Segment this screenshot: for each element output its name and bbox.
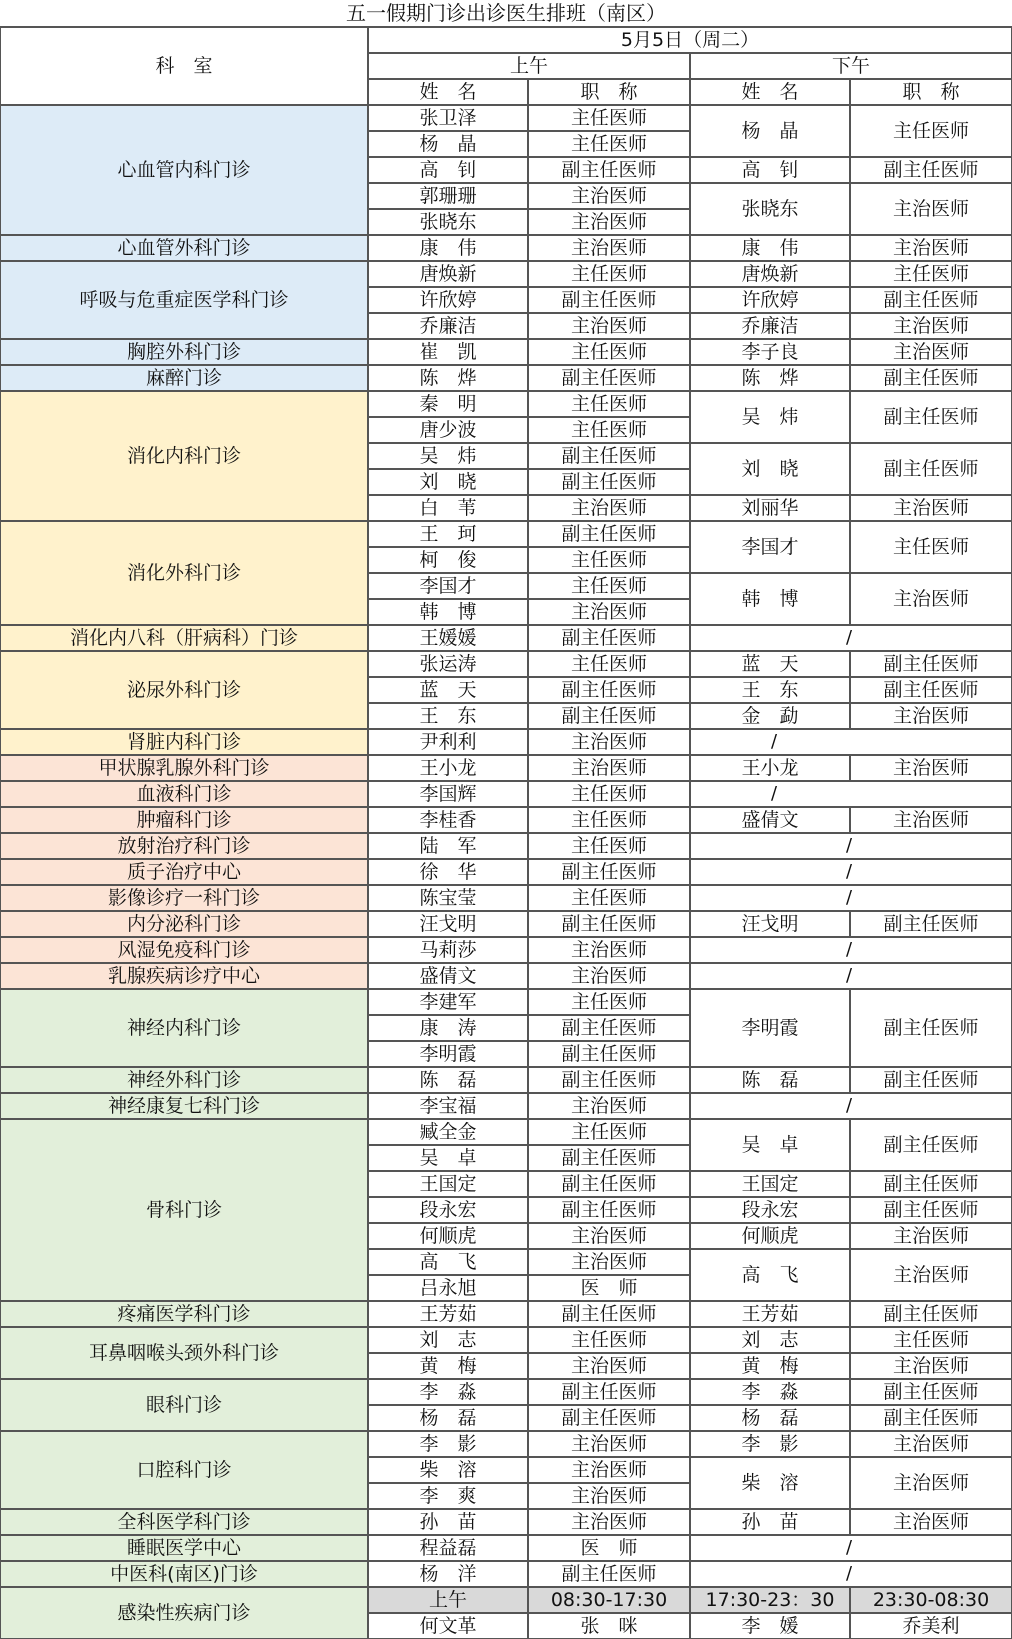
am-doctor-rank: 主治医师 xyxy=(528,1353,690,1379)
pm-doctor-name: 王国定 xyxy=(690,1171,850,1197)
dept-name: 甲状腺乳腺外科门诊 xyxy=(0,755,368,781)
am-doctor-rank: 主任医师 xyxy=(528,781,690,807)
pm-doctor-name: 许欣婷 xyxy=(690,287,850,313)
dept-name: 感染性疾病门诊 xyxy=(0,1587,368,1639)
am-doctor-rank: 副主任医师 xyxy=(528,157,690,183)
am-doctor-rank: 主治医师 xyxy=(528,209,690,235)
pm-doctor-name: 高 飞 xyxy=(690,1249,850,1301)
dept-name: 神经外科门诊 xyxy=(0,1067,368,1093)
am-doctor-rank: 副主任医师 xyxy=(528,625,690,651)
am-doctor-name: 王 东 xyxy=(368,703,528,729)
am-doctor-name: 杨 洋 xyxy=(368,1561,528,1587)
am-doctor-rank: 主治医师 xyxy=(528,1457,690,1483)
pm-slash: / xyxy=(690,781,1012,807)
am-doctor-name: 崔 凯 xyxy=(368,339,528,365)
am-doctor-name: 韩 博 xyxy=(368,599,528,625)
dept-header: 科 室 xyxy=(0,27,368,105)
pm-doctor-rank: 副主任医师 xyxy=(850,1405,1012,1431)
am-doctor-rank: 主任医师 xyxy=(528,989,690,1015)
pm-doctor-name: 韩 博 xyxy=(690,573,850,625)
am-doctor-rank: 副主任医师 xyxy=(528,521,690,547)
am-doctor-name: 柯 俊 xyxy=(368,547,528,573)
am-doctor-rank: 医 师 xyxy=(528,1535,690,1561)
pm-doctor-name: 刘丽华 xyxy=(690,495,850,521)
dept-name: 心血管内科门诊 xyxy=(0,105,368,235)
am-doctor-rank: 副主任医师 xyxy=(528,1379,690,1405)
am-doctor-rank: 副主任医师 xyxy=(528,703,690,729)
pm-doctor-name: 黄 梅 xyxy=(690,1353,850,1379)
am-doctor-rank: 副主任医师 xyxy=(528,469,690,495)
dept-name: 乳腺疾病诊疗中心 xyxy=(0,963,368,989)
am-doctor-name: 王 珂 xyxy=(368,521,528,547)
am-doctor-name: 张卫泽 xyxy=(368,105,528,131)
am-doctor-rank: 主治医师 xyxy=(528,1249,690,1275)
am-doctor-name: 许欣婷 xyxy=(368,287,528,313)
pm-doctor-name: 孙 苗 xyxy=(690,1509,850,1535)
am-doctor-rank: 副主任医师 xyxy=(528,1015,690,1041)
am-doctor-rank: 主任医师 xyxy=(528,339,690,365)
am-doctor-rank: 主治医师 xyxy=(528,729,690,755)
am-doctor-name: 刘 志 xyxy=(368,1327,528,1353)
pm-slash: / xyxy=(690,885,1012,911)
am-doctor-name: 吴 炜 xyxy=(368,443,528,469)
am-doctor-name: 陈 烨 xyxy=(368,365,528,391)
dept-name: 血液科门诊 xyxy=(0,781,368,807)
am-doctor-name: 李 影 xyxy=(368,1431,528,1457)
am-doctor-name: 尹利利 xyxy=(368,729,528,755)
am-doctor-rank: 主任医师 xyxy=(528,261,690,287)
pm-doctor-name: 张晓东 xyxy=(690,183,850,235)
am-doctor-name: 陆 军 xyxy=(368,833,528,859)
am-doctor-name: 李明霞 xyxy=(368,1041,528,1067)
am-doctor-rank: 主治医师 xyxy=(528,1431,690,1457)
pm-doctor-rank: 主治医师 xyxy=(850,235,1012,261)
am-doctor-rank: 主治医师 xyxy=(528,183,690,209)
shift-doctor: 李 媛 xyxy=(690,1613,850,1639)
dept-name: 眼科门诊 xyxy=(0,1379,368,1431)
am-doctor-name: 秦 明 xyxy=(368,391,528,417)
pm-doctor-name: 李 淼 xyxy=(690,1379,850,1405)
dept-name: 质子治疗中心 xyxy=(0,859,368,885)
am-doctor-name: 张晓东 xyxy=(368,209,528,235)
am-doctor-name: 康 涛 xyxy=(368,1015,528,1041)
pm-doctor-rank: 副主任医师 xyxy=(850,365,1012,391)
am-doctor-rank: 副主任医师 xyxy=(528,911,690,937)
am-doctor-rank: 副主任医师 xyxy=(528,287,690,313)
page-title: 五一假期门诊出诊医生排班（南区） xyxy=(0,0,1012,27)
am-doctor-name: 黄 梅 xyxy=(368,1353,528,1379)
am-doctor-name: 汪戈明 xyxy=(368,911,528,937)
am-doctor-name: 何顺虎 xyxy=(368,1223,528,1249)
am-rank-header: 职 称 xyxy=(528,79,690,105)
am-doctor-rank: 主任医师 xyxy=(528,807,690,833)
pm-doctor-name: 康 伟 xyxy=(690,235,850,261)
pm-doctor-rank: 副主任医师 xyxy=(850,157,1012,183)
am-doctor-name: 杨 晶 xyxy=(368,131,528,157)
am-doctor-name: 康 伟 xyxy=(368,235,528,261)
am-doctor-name: 吕永旭 xyxy=(368,1275,528,1301)
dept-name: 骨科门诊 xyxy=(0,1119,368,1301)
am-doctor-rank: 医 师 xyxy=(528,1275,690,1301)
am-doctor-name: 李桂香 xyxy=(368,807,528,833)
am-doctor-rank: 主治医师 xyxy=(528,235,690,261)
am-doctor-name: 高 钊 xyxy=(368,157,528,183)
am-doctor-name: 王国定 xyxy=(368,1171,528,1197)
pm-doctor-name: 杨 晶 xyxy=(690,105,850,157)
pm-doctor-rank: 副主任医师 xyxy=(850,989,1012,1067)
shift-doctor: 乔美利 xyxy=(850,1613,1012,1639)
pm-header: 下午 xyxy=(690,53,1012,79)
pm-slash: / xyxy=(690,963,1012,989)
dept-name: 影像诊疗一科门诊 xyxy=(0,885,368,911)
am-doctor-name: 李国辉 xyxy=(368,781,528,807)
am-doctor-rank: 主任医师 xyxy=(528,131,690,157)
dept-name: 肾脏内科门诊 xyxy=(0,729,368,755)
am-doctor-rank: 副主任医师 xyxy=(528,1197,690,1223)
am-doctor-rank: 主治医师 xyxy=(528,1509,690,1535)
pm-doctor-rank: 主治医师 xyxy=(850,313,1012,339)
pm-doctor-rank: 主治医师 xyxy=(850,755,1012,781)
pm-doctor-name: 汪戈明 xyxy=(690,911,850,937)
am-doctor-name: 王小龙 xyxy=(368,755,528,781)
pm-slash: / xyxy=(690,1535,1012,1561)
pm-doctor-name: 陈 磊 xyxy=(690,1067,850,1093)
shift-time: 08:30-17:30 xyxy=(528,1587,690,1613)
pm-doctor-rank: 副主任医师 xyxy=(850,1301,1012,1327)
dept-name: 麻醉门诊 xyxy=(0,365,368,391)
am-doctor-rank: 副主任医师 xyxy=(528,1041,690,1067)
pm-slash: / xyxy=(690,859,1012,885)
pm-doctor-rank: 主治医师 xyxy=(850,1431,1012,1457)
am-doctor-name: 李建军 xyxy=(368,989,528,1015)
am-doctor-rank: 主任医师 xyxy=(528,1119,690,1145)
am-doctor-rank: 副主任医师 xyxy=(528,1405,690,1431)
am-doctor-name: 唐焕新 xyxy=(368,261,528,287)
am-doctor-rank: 主任医师 xyxy=(528,547,690,573)
dept-name: 心血管外科门诊 xyxy=(0,235,368,261)
am-doctor-name: 程益磊 xyxy=(368,1535,528,1561)
pm-doctor-name: 段永宏 xyxy=(690,1197,850,1223)
shift-time: 17:30-23：30 xyxy=(690,1587,850,1613)
am-header: 上午 xyxy=(368,53,690,79)
pm-doctor-name: 乔廉洁 xyxy=(690,313,850,339)
pm-doctor-rank: 副主任医师 xyxy=(850,287,1012,313)
dept-name: 放射治疗科门诊 xyxy=(0,833,368,859)
am-doctor-rank: 主治医师 xyxy=(528,495,690,521)
pm-doctor-name: 王芳茹 xyxy=(690,1301,850,1327)
shift-doctor: 何文革 xyxy=(368,1613,528,1639)
am-doctor-name: 陈 磊 xyxy=(368,1067,528,1093)
am-doctor-rank: 主治医师 xyxy=(528,755,690,781)
pm-doctor-name: 陈 烨 xyxy=(690,365,850,391)
pm-name-header: 姓 名 xyxy=(690,79,850,105)
am-doctor-name: 王媛媛 xyxy=(368,625,528,651)
pm-doctor-rank: 副主任医师 xyxy=(850,651,1012,677)
pm-doctor-name: 李 影 xyxy=(690,1431,850,1457)
am-doctor-rank: 副主任医师 xyxy=(528,677,690,703)
am-doctor-name: 杨 磊 xyxy=(368,1405,528,1431)
pm-doctor-name: 刘 晓 xyxy=(690,443,850,495)
pm-doctor-rank: 副主任医师 xyxy=(850,391,1012,443)
pm-slash: / xyxy=(690,1561,1012,1587)
dept-name: 神经内科门诊 xyxy=(0,989,368,1067)
pm-doctor-name: 高 钊 xyxy=(690,157,850,183)
pm-doctor-rank: 主治医师 xyxy=(850,183,1012,235)
am-doctor-name: 臧全金 xyxy=(368,1119,528,1145)
dept-name: 疼痛医学科门诊 xyxy=(0,1301,368,1327)
pm-doctor-name: 李国才 xyxy=(690,521,850,573)
dept-name: 泌尿外科门诊 xyxy=(0,651,368,729)
am-doctor-rank: 主任医师 xyxy=(528,1327,690,1353)
am-doctor-rank: 副主任医师 xyxy=(528,1145,690,1171)
am-doctor-rank: 主任医师 xyxy=(528,651,690,677)
am-doctor-rank: 主治医师 xyxy=(528,1093,690,1119)
pm-doctor-rank: 副主任医师 xyxy=(850,1197,1012,1223)
dept-name: 耳鼻咽喉头颈外科门诊 xyxy=(0,1327,368,1379)
dept-name: 消化内八科（肝病科）门诊 xyxy=(0,625,368,651)
pm-doctor-name: 李明霞 xyxy=(690,989,850,1067)
am-doctor-name: 马莉莎 xyxy=(368,937,528,963)
am-doctor-rank: 主任医师 xyxy=(528,417,690,443)
am-doctor-name: 段永宏 xyxy=(368,1197,528,1223)
am-doctor-rank: 主治医师 xyxy=(528,599,690,625)
pm-slash: / xyxy=(690,729,1012,755)
am-doctor-name: 高 飞 xyxy=(368,1249,528,1275)
am-doctor-name: 李宝福 xyxy=(368,1093,528,1119)
pm-doctor-name: 唐焕新 xyxy=(690,261,850,287)
pm-doctor-rank: 主治医师 xyxy=(850,703,1012,729)
pm-doctor-rank: 主治医师 xyxy=(850,1509,1012,1535)
shift-time: 上午 xyxy=(368,1587,528,1613)
am-doctor-name: 刘 晓 xyxy=(368,469,528,495)
am-doctor-rank: 主治医师 xyxy=(528,1483,690,1509)
pm-doctor-name: 刘 志 xyxy=(690,1327,850,1353)
am-doctor-name: 柴 溶 xyxy=(368,1457,528,1483)
am-doctor-rank: 主治医师 xyxy=(528,1223,690,1249)
pm-doctor-rank: 主任医师 xyxy=(850,261,1012,287)
pm-slash: / xyxy=(690,833,1012,859)
pm-doctor-rank: 主治医师 xyxy=(850,1353,1012,1379)
am-doctor-rank: 副主任医师 xyxy=(528,1171,690,1197)
pm-doctor-name: 金 勐 xyxy=(690,703,850,729)
am-doctor-rank: 副主任医师 xyxy=(528,859,690,885)
shift-time: 23:30-08:30 xyxy=(850,1587,1012,1613)
pm-doctor-name: 蓝 天 xyxy=(690,651,850,677)
pm-doctor-rank: 主任医师 xyxy=(850,521,1012,573)
pm-doctor-name: 吴 卓 xyxy=(690,1119,850,1171)
pm-rank-header: 职 称 xyxy=(850,79,1012,105)
shift-doctor: 张 咪 xyxy=(528,1613,690,1639)
dept-name: 消化内科门诊 xyxy=(0,391,368,521)
dept-name: 风湿免疫科门诊 xyxy=(0,937,368,963)
pm-doctor-rank: 副主任医师 xyxy=(850,1171,1012,1197)
am-doctor-name: 徐 华 xyxy=(368,859,528,885)
am-doctor-name: 李 爽 xyxy=(368,1483,528,1509)
dept-name: 全科医学科门诊 xyxy=(0,1509,368,1535)
am-doctor-rank: 主治医师 xyxy=(528,937,690,963)
pm-doctor-name: 何顺虎 xyxy=(690,1223,850,1249)
pm-doctor-name: 杨 磊 xyxy=(690,1405,850,1431)
dept-name: 口腔科门诊 xyxy=(0,1431,368,1509)
pm-doctor-name: 王 东 xyxy=(690,677,850,703)
dept-name: 神经康复七科门诊 xyxy=(0,1093,368,1119)
am-doctor-rank: 副主任医师 xyxy=(528,1561,690,1587)
am-doctor-rank: 主任医师 xyxy=(528,833,690,859)
dept-name: 睡眠医学中心 xyxy=(0,1535,368,1561)
pm-doctor-rank: 主任医师 xyxy=(850,1327,1012,1353)
date-header: 5月5日（周二） xyxy=(368,27,1012,53)
pm-doctor-name: 盛倩文 xyxy=(690,807,850,833)
dept-name: 呼吸与危重症医学科门诊 xyxy=(0,261,368,339)
am-doctor-rank: 主任医师 xyxy=(528,573,690,599)
pm-doctor-rank: 主治医师 xyxy=(850,573,1012,625)
pm-doctor-rank: 副主任医师 xyxy=(850,911,1012,937)
am-doctor-rank: 副主任医师 xyxy=(528,365,690,391)
pm-doctor-rank: 副主任医师 xyxy=(850,1379,1012,1405)
am-doctor-name: 唐少波 xyxy=(368,417,528,443)
pm-doctor-rank: 副主任医师 xyxy=(850,677,1012,703)
pm-doctor-name: 柴 溶 xyxy=(690,1457,850,1509)
pm-doctor-rank: 主治医师 xyxy=(850,1223,1012,1249)
dept-name: 胸腔外科门诊 xyxy=(0,339,368,365)
am-name-header: 姓 名 xyxy=(368,79,528,105)
dept-name: 中医科(南区)门诊 xyxy=(0,1561,368,1587)
pm-doctor-rank: 主治医师 xyxy=(850,1457,1012,1509)
am-doctor-name: 陈宝莹 xyxy=(368,885,528,911)
pm-doctor-rank: 主治医师 xyxy=(850,339,1012,365)
am-doctor-name: 郭珊珊 xyxy=(368,183,528,209)
pm-slash: / xyxy=(690,937,1012,963)
am-doctor-name: 李 淼 xyxy=(368,1379,528,1405)
am-doctor-rank: 主治医师 xyxy=(528,313,690,339)
dept-name: 肿瘤科门诊 xyxy=(0,807,368,833)
pm-doctor-rank: 副主任医师 xyxy=(850,1119,1012,1171)
am-doctor-name: 吴 卓 xyxy=(368,1145,528,1171)
am-doctor-name: 蓝 天 xyxy=(368,677,528,703)
pm-doctor-rank: 副主任医师 xyxy=(850,1067,1012,1093)
dept-name: 消化外科门诊 xyxy=(0,521,368,625)
pm-slash: / xyxy=(690,625,1012,651)
pm-slash: / xyxy=(690,1093,1012,1119)
am-doctor-rank: 主治医师 xyxy=(528,963,690,989)
am-doctor-name: 张运涛 xyxy=(368,651,528,677)
pm-doctor-rank: 主任医师 xyxy=(850,105,1012,157)
am-doctor-name: 白 苇 xyxy=(368,495,528,521)
am-doctor-name: 孙 苗 xyxy=(368,1509,528,1535)
dept-name: 内分泌科门诊 xyxy=(0,911,368,937)
am-doctor-name: 盛倩文 xyxy=(368,963,528,989)
am-doctor-rank: 副主任医师 xyxy=(528,1301,690,1327)
pm-doctor-name: 李子良 xyxy=(690,339,850,365)
pm-doctor-rank: 主治医师 xyxy=(850,495,1012,521)
pm-doctor-name: 吴 炜 xyxy=(690,391,850,443)
am-doctor-name: 乔廉洁 xyxy=(368,313,528,339)
am-doctor-name: 王芳茹 xyxy=(368,1301,528,1327)
pm-doctor-rank: 副主任医师 xyxy=(850,443,1012,495)
am-doctor-name: 李国才 xyxy=(368,573,528,599)
am-doctor-rank: 主任医师 xyxy=(528,105,690,131)
pm-doctor-rank: 主治医师 xyxy=(850,807,1012,833)
am-doctor-rank: 主任医师 xyxy=(528,885,690,911)
am-doctor-rank: 副主任医师 xyxy=(528,1067,690,1093)
am-doctor-rank: 副主任医师 xyxy=(528,443,690,469)
pm-doctor-rank: 主治医师 xyxy=(850,1249,1012,1301)
am-doctor-rank: 主任医师 xyxy=(528,391,690,417)
pm-doctor-name: 王小龙 xyxy=(690,755,850,781)
